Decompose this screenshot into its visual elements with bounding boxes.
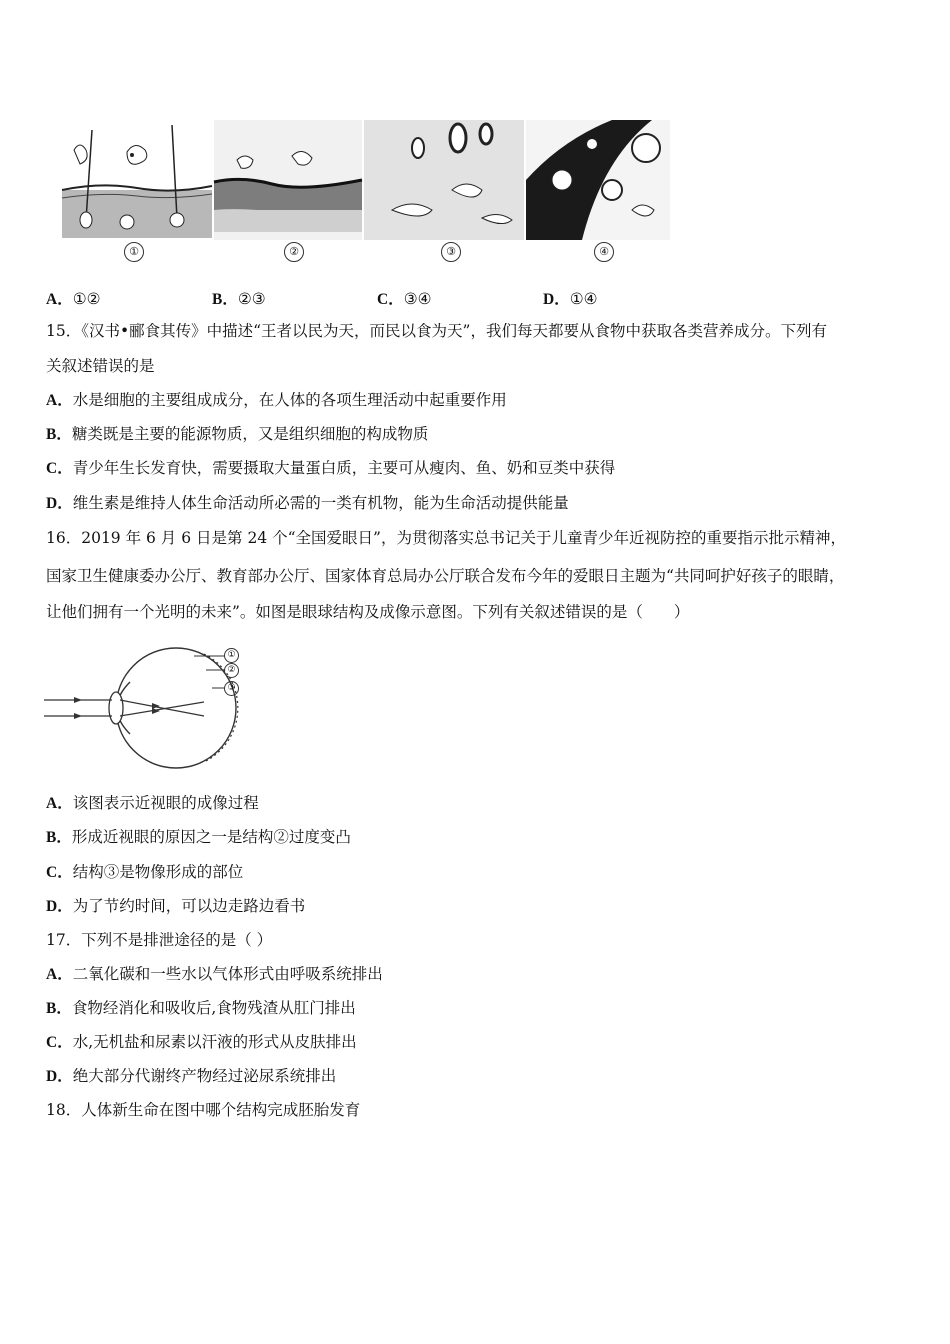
q14-option-c-label: C．: [377, 291, 404, 308]
q14-option-b[interactable]: [212, 287, 266, 309]
q17-option-a[interactable]: [46, 964, 383, 985]
q14-option-c[interactable]: [377, 287, 432, 309]
eye-label-2: ②: [224, 663, 239, 678]
q14-option-d[interactable]: [543, 287, 598, 309]
arrow-lower: [74, 713, 82, 719]
q17-option-c-text: 水,无机盐和尿素以汗液的形式从皮肤排出: [72, 1033, 357, 1051]
q15-option-c-text: 青少年生长发育快，需要摄取大量蛋白质，主要可从瘦肉、鱼、奶和豆类中获得: [72, 459, 616, 477]
q16-stem-line-2: 国家卫生健康委办公厅、教育部办公厅、国家体育总局办公厅联合发布今年的爱眼日主题为“共同呵护好孩子的眼睛，: [46, 567, 845, 585]
q15-option-b-label: B．: [46, 426, 72, 443]
q14-option-a[interactable]: [46, 287, 101, 309]
q16-option-a[interactable]: [46, 793, 259, 814]
eye-diagram-svg: [44, 642, 254, 772]
q14-figure-panels: [62, 120, 670, 240]
eye-label-1: ①: [224, 648, 239, 663]
q15-option-a[interactable]: [46, 390, 507, 411]
panel-1-skin: [62, 125, 212, 238]
q18-stem: 18．人体新生命在图中哪个结构完成胚胎发育: [46, 1101, 361, 1119]
q17-option-d[interactable]: [46, 1066, 336, 1087]
q15-option-b-text: 糖类既是主要的能源物质，又是组织细胞的构成物质: [71, 425, 429, 443]
q16-stem-line-1: 16．2019 年 6 月 6 日是第 24 个“全国爱眼日”，为贯彻落实总书记关于儿童青少年近视防控的重要指示批示精神，: [46, 529, 846, 547]
q16-stem-line-3: 让他们拥有一个光明的未来”。如图是眼球结构及成像示意图。下列有关叙述错误的是（ ）: [46, 603, 690, 621]
q14-option-c-text: ③④: [403, 290, 432, 308]
panel-label-3: ③: [441, 242, 461, 262]
q15-option-c-label: C．: [46, 460, 73, 477]
arrow-mid-lower: [152, 708, 160, 714]
panel-2-mucosa: [214, 120, 362, 240]
q17-option-b-text: 食物经消化和吸收后,食物残渣从肛门排出: [71, 999, 356, 1017]
q17-option-c-label: C．: [46, 1034, 73, 1051]
q16-option-d-label: D．: [46, 898, 73, 915]
q15-option-a-label: A．: [46, 392, 73, 409]
q17-option-a-text: 二氧化碳和一些水以气体形式由呼吸系统排出: [72, 965, 383, 983]
q15-option-d-text: 维生素是维持人体生命活动所必需的一类有机物，能为生命活动提供能量: [72, 494, 569, 512]
q17-option-d-label: D．: [46, 1068, 73, 1085]
q15-option-d-label: D．: [46, 495, 73, 512]
q14-option-d-text: ①④: [569, 290, 598, 308]
q17-option-b[interactable]: [46, 998, 356, 1019]
q16-option-c-label: C．: [46, 864, 73, 881]
q17-option-c[interactable]: [46, 1032, 357, 1053]
q16-option-b-text: 形成近视眼的原因之一是结构②过度变凸: [71, 828, 351, 846]
panel-4-tissue: [526, 120, 670, 240]
q14-figure: [62, 120, 670, 265]
eyeball-outline: [116, 648, 236, 768]
q15-option-a-text: 水是细胞的主要组成成分，在人体的各项生理活动中起重要作用: [72, 391, 507, 409]
q14-option-a-text: ①②: [72, 290, 101, 308]
q16-option-d[interactable]: [46, 896, 305, 917]
lens: [109, 692, 123, 724]
q16-option-a-label: A．: [46, 795, 73, 812]
q15-option-c[interactable]: [46, 458, 615, 479]
panel-label-2: ②: [284, 242, 304, 262]
q16-option-c[interactable]: [46, 862, 243, 883]
panel-label-4: ④: [594, 242, 614, 262]
q16-eye-diagram: [44, 642, 254, 772]
panel-label-1: ①: [124, 242, 144, 262]
q17-stem: 17．下列不是排泄途径的是（ ）: [46, 931, 273, 949]
arrow-upper: [74, 697, 82, 703]
eye-label-3: ③: [224, 681, 239, 696]
q14-option-b-text: ②③: [237, 290, 266, 308]
q17-option-a-label: A．: [46, 966, 73, 983]
q16-option-b-label: B．: [46, 829, 72, 846]
q14-option-d-label: D．: [543, 291, 570, 308]
q15-option-b[interactable]: [46, 424, 428, 445]
q17-option-b-label: B．: [46, 1000, 72, 1017]
q17-option-d-text: 绝大部分代谢终产物经过泌尿系统排出: [72, 1067, 337, 1085]
q15-option-d[interactable]: [46, 493, 569, 514]
q15-stem-line-2: 关叙述错误的是: [46, 357, 155, 375]
q15-stem-line-1: 15．《汉书•郦食其传》中描述“王者以民为天，而民以食为天”，我们每天都要从食物中获取各类营养成分。下列有: [46, 322, 827, 340]
arrow-mid-upper: [152, 703, 160, 709]
q16-option-c-text: 结构③是物像形成的部位: [72, 863, 244, 881]
q16-option-a-text: 该图表示近视眼的成像过程: [72, 794, 259, 812]
q16-option-d-text: 为了节约时间，可以边走路边看书: [72, 897, 306, 915]
panel-3-phagocytes: [364, 120, 524, 240]
q14-option-b-label: B．: [212, 291, 238, 308]
q14-option-a-label: A．: [46, 291, 73, 308]
q16-option-b[interactable]: [46, 827, 351, 848]
